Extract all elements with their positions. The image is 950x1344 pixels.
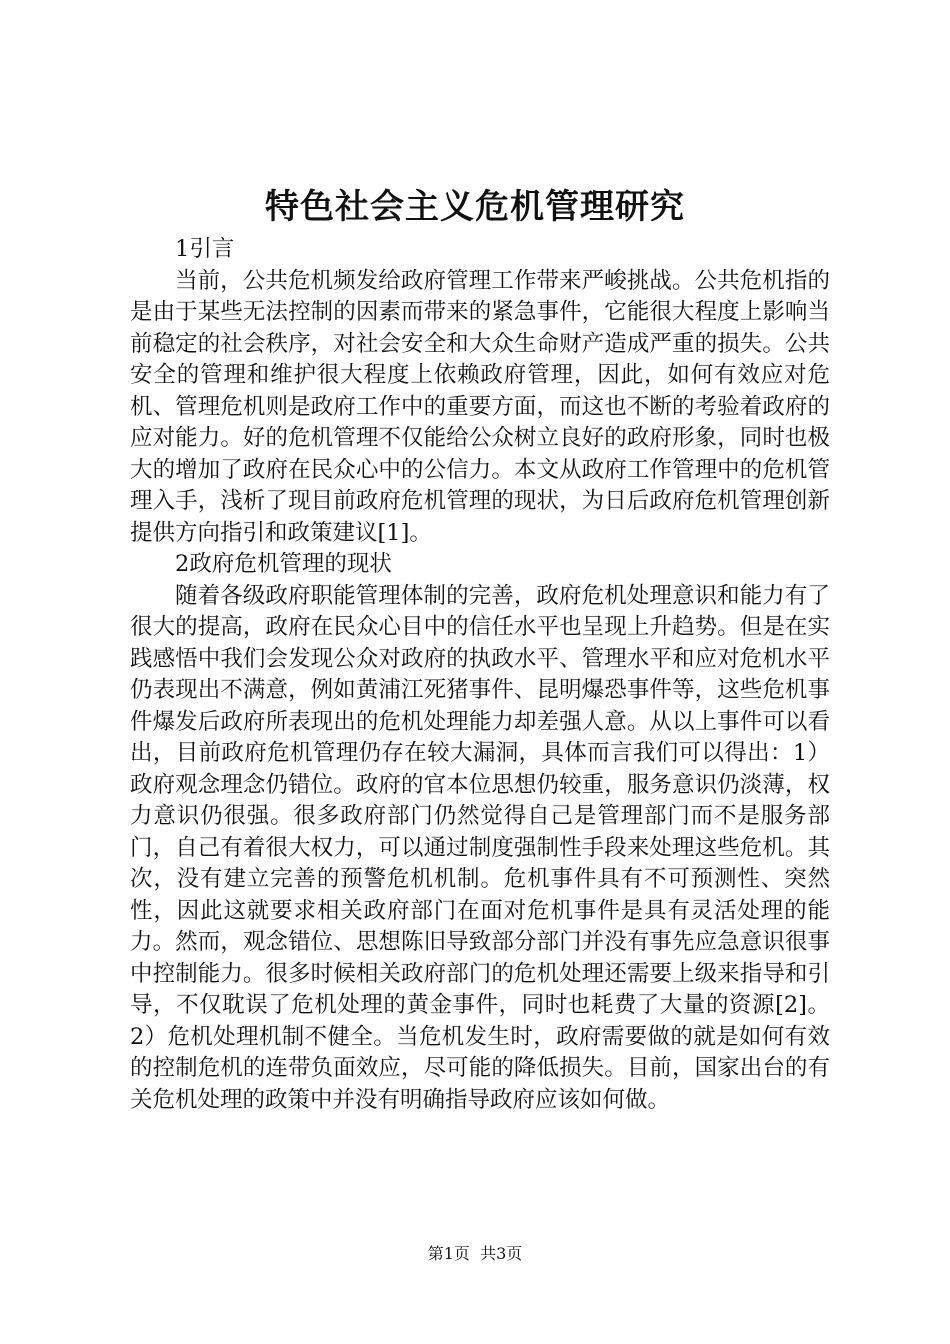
document-title: 特色社会主义危机管理研究 (265, 187, 685, 227)
page-footer (0, 1242, 950, 1266)
footer-separator (470, 1244, 480, 1263)
section-heading-current-status: 2政府危机管理的现状 (175, 551, 392, 577)
document-body (130, 234, 830, 1116)
page-total: 共3页 (480, 1244, 523, 1263)
paragraph-introduction: 当前，公共危机频发给政府管理工作带来严峻挑战。公共危机指的是由于某些无法控制的因素而带来的紧急事件，它能很大程度上影响当前稳定的社会秩序，对社会安全和大众生命财产造成严重的损失。公共安全的管理和维护很大程度上依赖政府管理，因此，如何有效应对危机、管理危机则是政府工作中的重要方面，而这也不断的考验着政府的应对能力。好的危机管理不仅能给公众树立良好的政府形象，同时也极大的增加了政府在民众心中的公信力。本文从政府工作管理中的危机管理入手，浅析了现目前政府危机管理的现状，为日后政府危机管理创新提供方向指引和政策建议[1]。 (130, 267, 830, 546)
section-heading-introduction: 1引言 (175, 236, 235, 262)
page-number: 第1页 (427, 1244, 470, 1263)
paragraph-current-status: 随着各级政府职能管理体制的完善，政府危机处理意识和能力有了很大的提高，政府在民众心目中的信任水平也呈现上升趋势。但是在实践感悟中我们会发现公众对政府的执政水平、管理水平和应对危机水平仍表现出不满意，例如黄浦江死猪事件、昆明爆恐事件等，这些危机事件爆发后政府所表现出的危机处理能力却差强人意。从以上事件可以看出，目前政府危机管理仍存在较大漏洞，具体而言我们可以得出：1）政府观念理念仍错位。政府的官本位思想仍较重，服务意识仍淡薄，权力意识仍很强。很多政府部门仍然觉得自己是管理部门而不是服务部门，自己有着很大权力，可以通过制度强制性手段来处理这些危机。其次，没有建立完善的预警危机机制。危机事件具有不可预测性、突然性，因此这就要求相关政府部门在面对危机事件是具有灵活处理的能力。然而，观念错位、思想陈旧导致部分部门并没有事先应急意识很事中控制能力。很多时候相关政府部门的危机处理还需要上级来指导和引导，不仅耽误了危机处理的黄金事件，同时也耗费了大量的资源[2]。2）危机处理机制不健全。当危机发生时，政府需要做的就是如何有效的控制危机的连带负面效应，尽可能的降低损失。目前，国家出台的有关危机处理的政策中并没有明确指导政府应该如何做。 (130, 582, 830, 1113)
